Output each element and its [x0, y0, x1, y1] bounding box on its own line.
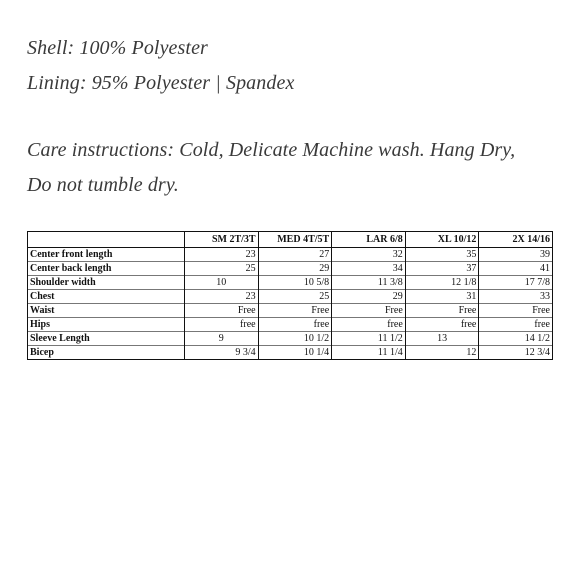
cell-value: 41 [479, 262, 553, 276]
cell-value: 12 [405, 346, 479, 360]
header-size-sm: SM 2T/3T [185, 232, 259, 248]
header-empty-cell [28, 232, 185, 248]
cell-value: Free [479, 304, 553, 318]
table-row [28, 290, 553, 304]
cell-value: 27 [258, 248, 332, 262]
care-instructions-line-1: Care instructions: Cold, Delicate Machine wash. Hang Dry, [27, 139, 516, 161]
cell-value: 23 [185, 248, 259, 262]
cell-value: 11 1/2 [332, 332, 406, 346]
row-label: Center back length [28, 262, 185, 276]
cell-value: 32 [332, 248, 406, 262]
cell-value: free [479, 318, 553, 332]
cell-value: Free [185, 304, 259, 318]
cell-value: Free [332, 304, 406, 318]
cell-value: 33 [479, 290, 553, 304]
row-label: Waist [28, 304, 185, 318]
cell-value: 9 [185, 332, 259, 346]
table-row [28, 276, 553, 290]
row-label: Sleeve Length [28, 332, 185, 346]
table-row [28, 304, 553, 318]
cell-value: Free [405, 304, 479, 318]
cell-value: 29 [258, 262, 332, 276]
cell-value: 10 [185, 276, 259, 290]
cell-value: 10 1/2 [258, 332, 332, 346]
cell-value: 11 1/4 [332, 346, 406, 360]
row-label: Chest [28, 290, 185, 304]
shell-material-text: Shell: 100% Polyester [27, 37, 208, 59]
cell-value: 29 [332, 290, 406, 304]
cell-value: 31 [405, 290, 479, 304]
table-row [28, 332, 553, 346]
cell-value: 9 3/4 [185, 346, 259, 360]
table-row [28, 346, 553, 360]
cell-value: 39 [479, 248, 553, 262]
row-label: Hips [28, 318, 185, 332]
row-label: Shoulder width [28, 276, 185, 290]
header-size-lar: LAR 6/8 [332, 232, 406, 248]
cell-value: free [185, 318, 259, 332]
header-size-2x: 2X 14/16 [479, 232, 553, 248]
cell-value: 34 [332, 262, 406, 276]
size-chart-header-row [28, 232, 553, 248]
cell-value: free [332, 318, 406, 332]
cell-value: 23 [185, 290, 259, 304]
table-row [28, 248, 553, 262]
cell-value: 37 [405, 262, 479, 276]
cell-value: 10 5/8 [258, 276, 332, 290]
cell-value: free [258, 318, 332, 332]
cell-value: 13 [405, 332, 479, 346]
row-label: Center front length [28, 248, 185, 262]
row-label: Bicep [28, 346, 185, 360]
header-size-med: MED 4T/5T [258, 232, 332, 248]
lining-material-text: Lining: 95% Polyester | Spandex [27, 72, 295, 94]
table-row [28, 318, 553, 332]
cell-value: free [405, 318, 479, 332]
cell-value: 12 1/8 [405, 276, 479, 290]
cell-value: 17 7/8 [479, 276, 553, 290]
size-chart-table [27, 231, 553, 360]
cell-value: 25 [258, 290, 332, 304]
cell-value: 14 1/2 [479, 332, 553, 346]
table-row [28, 262, 553, 276]
cell-value: 12 3/4 [479, 346, 553, 360]
care-instructions-line-2: Do not tumble dry. [27, 174, 179, 196]
header-size-xl: XL 10/12 [405, 232, 479, 248]
cell-value: 35 [405, 248, 479, 262]
cell-value: 11 3/8 [332, 276, 406, 290]
cell-value: Free [258, 304, 332, 318]
cell-value: 10 1/4 [258, 346, 332, 360]
cell-value: 25 [185, 262, 259, 276]
